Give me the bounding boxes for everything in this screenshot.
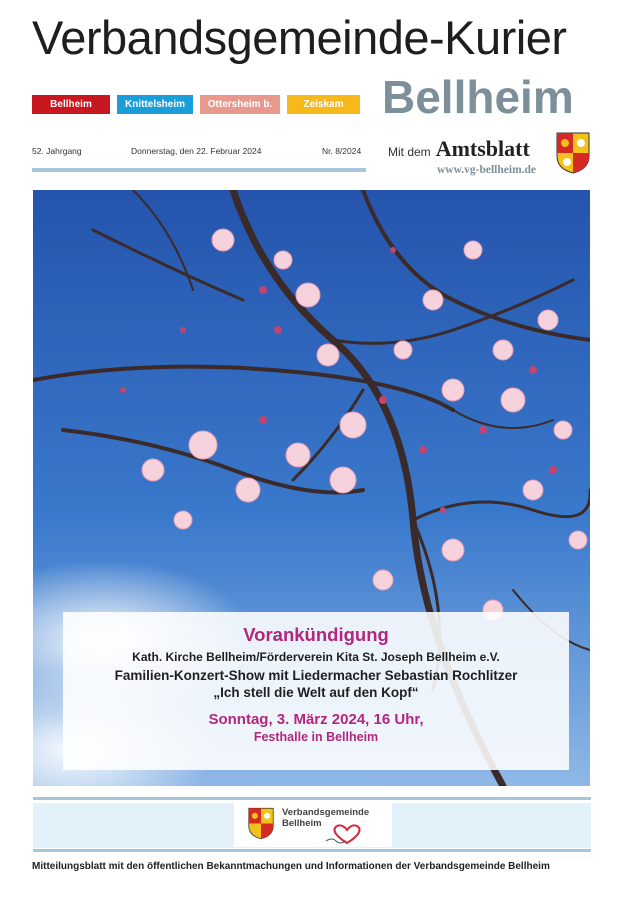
town-tag-zeiskam[interactable]: Zeiskam: [287, 95, 360, 114]
footer-coat-of-arms-icon: [248, 807, 274, 840]
coat-of-arms-icon: [556, 132, 590, 174]
announcement-box: [63, 612, 569, 770]
issue-year: 52. Jahrgang: [32, 146, 82, 156]
announcement-show-line1: Familien-Konzert-Show mit Liedermacher Sebastian Rochlitzer: [114, 668, 518, 683]
announcement-organizer: Kath. Kirche Bellheim/Förderverein Kita St. Joseph Bellheim e.V.: [132, 650, 500, 664]
announcement-show-line2: „Ich stell die Welt auf den Kopf“: [213, 684, 419, 700]
town-tag-bellheim[interactable]: Bellheim: [32, 95, 110, 114]
amtsblatt-line: [388, 136, 530, 162]
town-tag-ottersheim[interactable]: Ottersheim b. L.: [200, 95, 280, 114]
announcement-show: [63, 668, 569, 702]
meta-divider: [32, 168, 366, 172]
announcement-date-time: Sonntag, 3. März 2024, 16 Uhr,: [208, 710, 424, 728]
issue-number: Nr. 8/2024: [322, 146, 362, 156]
vg-bellheim-logo: [234, 803, 392, 847]
footer-rule-bottom: [33, 849, 591, 852]
footer-logo-line2: Bellheim: [282, 818, 322, 830]
amtsblatt-prefix: Mit dem: [388, 145, 431, 159]
masthead-title: Verbandsgemeinde-Kurier: [32, 11, 567, 64]
footer-logo-line1: Verbandsgemeinde: [282, 807, 370, 818]
issue-date: Donnerstag, den 22. Februar 2024: [131, 146, 262, 156]
amtsblatt-label: Amtsblatt: [435, 136, 530, 161]
announcement-venue: Festhalle in Bellheim: [253, 729, 379, 744]
footer-rule-top: [33, 797, 591, 800]
town-tags: [32, 95, 360, 129]
announcement-heading: Vorankündigung: [243, 624, 389, 645]
heart-icon: [324, 823, 370, 845]
website-link[interactable]: www.vg-bellheim.de: [437, 164, 537, 176]
big-town-title: Bellheim: [382, 71, 574, 123]
town-tag-knittelsheim[interactable]: Knittelsheim: [117, 95, 193, 114]
footer-caption: Mitteilungsblatt mit den öffentlichen Bekanntmachungen und Informationen der Verbandsgemeinde Bellheim: [32, 861, 550, 872]
